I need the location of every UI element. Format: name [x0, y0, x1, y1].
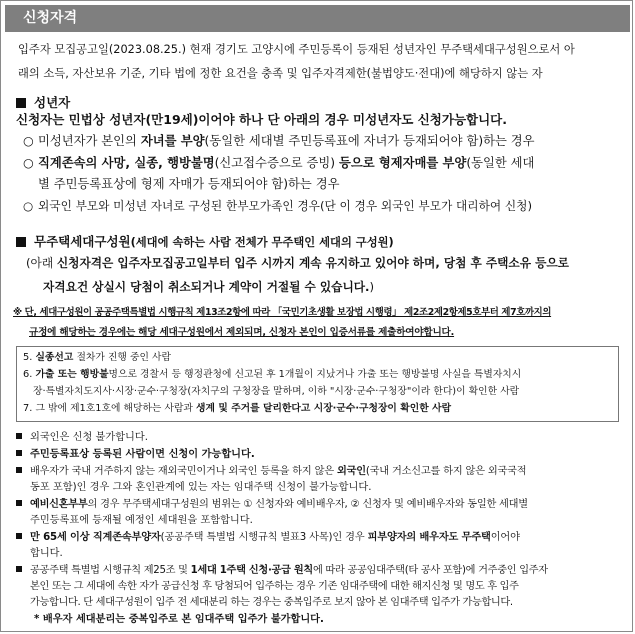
bullet-item-5-cont: 합니다.: [30, 548, 63, 559]
bullet-item-6-cont-1: 본인 또는 그 세대에 속한 자가 공급신청 후 당첨되어 입주하는 경우 기존 임대주택에 대한 해지신청 및 명도 후 입주: [30, 581, 519, 592]
adult-section-title: 성년자: [16, 95, 70, 110]
bullet-item-2: 주민등록표상 등록된 사람이면 신청이 가능합니다.: [16, 447, 255, 462]
reference-box: [16, 346, 619, 422]
bullet-item-4-cont: 주민등록표에 등재될 예정인 세대원을 포함합니다.: [30, 515, 253, 526]
section-header: 신청자격: [5, 5, 630, 32]
intro-line-2: 래의 소득, 자산보유 기준, 기타 법에 정한 요건을 충족 및 입주자격제한(불법양도·전대)에 해당하지 않는 자: [18, 67, 543, 80]
bullet-item-6: 공공주택 특별법 시행규칙 제25조 및 1세대 1주택 신청·공급 원칙에 따라 공공임대주택(타 공사 포함)에 거주중인 입주자: [16, 563, 548, 578]
bullet-item-3-cont: 동포 포함)인 경우 그와 혼인관계에 있는 자는 임대주택 신청이 불가능합니다.: [30, 482, 372, 493]
household-para-line-2: 자격요건 상실시 당첨이 취소되거나 계약이 거절될 수 있습니다.): [43, 280, 375, 294]
bullet-item-1: 외국인은 신청 불가합니다.: [16, 430, 148, 445]
circle-bullet-icon: ○: [23, 134, 34, 148]
bullet-item-5: 만 65세 이상 직계존속부양자(공공주택 특별법 시행규칙 별표3 사목)인 경우 피부양자의 배우자도 무주택이어야: [16, 530, 520, 545]
bullet-item-7: * 배우자 세대분리는 중복입주로 본 임대주택 입주가 불가합니다.: [34, 614, 324, 625]
bullet-item-6-cont-2: 가능합니다. 단 세대구성원이 입주 전 세대분리 하는 경우는 중복입주로 보지 않아 본 임대주택 입주가 가능합니다.: [30, 597, 513, 608]
square-bullet-icon: [16, 237, 26, 247]
adult-main-text: 신청자는 민법상 성년자(만19세)이어야 하나 단 아래의 경우 미성년자도 신청가능합니다.: [16, 112, 508, 127]
household-section-title: 무주택세대구성원(세대에 속하는 사람 전체가 무주택인 세대의 구성원): [16, 234, 394, 250]
box-line-1: 5. 실종선고 절차가 진행 중인 사람: [23, 352, 171, 363]
intro-line-1: 입주자 모집공고일(2023.08.25.) 현재 경기도 고양시에 주민등록이 등재된 성년자인 무주택세대구성원으로서 아: [18, 43, 575, 56]
household-note-line-2: 규정에 해당하는 경우에는 해당 세대구성원에서 제외되며, 신청자 본인이 입증서류를 제출하여야합니다.: [29, 327, 455, 338]
square-bullet-icon: [16, 98, 26, 108]
adult-item-3: ○ 외국인 부모와 미성년 자녀로 구성된 한부모가족인 경우(단 이 경우 외국인 부모가 대리하여 신청): [23, 199, 533, 213]
bullet-item-4: 예비신혼부부의 경우 무주택세대구성원의 범위는 ① 신청자와 예비배우자, ② 신청자 및 예비배우자와 동일한 세대별: [16, 497, 528, 512]
box-line-3: 장·특별자치도지사·시장·군수·구청장(자치구의 구청장을 말하며, 이하 "시장·군수·구청장"이라 한다)이 확인한 사람: [33, 386, 520, 397]
household-note-line-1: ※ 단, 세대구성원이 공공주택특별법 시행규칙 제13조2항에 따라 「국민기초생활 보장법 시행령」 제2조2제2항제5호부터 제7호까지의: [13, 307, 552, 318]
circle-bullet-icon: ○: [23, 199, 34, 213]
bullet-item-3: 배우자가 국내 거주하지 않는 재외국민이거나 외국인 등록을 하지 않은 외국인(국내 거소신고를 하지 않은 외국국적: [16, 464, 526, 479]
box-line-4: 7. 그 밖에 제1호1호에 해당하는 사람과 생계 및 주거를 달리한다고 시장·군수·구청장이 확인한 사람: [23, 403, 452, 414]
household-para-line-1: (아래 신청자격은 입주자모집공고일부터 입주 시까지 계속 유지하고 있어야 하며, 당첨 후 주택소유 등으로: [26, 256, 569, 270]
adult-item-2: ○ 직계존속의 사망, 실종, 행방불명(신고접수증으로 증빙) 등으로 형제자매를 부양(동일한 세대: [23, 156, 535, 170]
adult-item-1: ○ 미성년자가 본인의 자녀를 부양(동일한 세대별 주민등록표에 자녀가 등재되어야 함)하는 경우: [23, 134, 535, 148]
box-line-2: 6. 가출 또는 행방불명으로 경찰서 등 행정관청에 신고된 후 1개월이 지났거나 가출 또는 행방불명 사실을 특별자치시: [23, 369, 522, 380]
circle-bullet-icon: ○: [23, 156, 34, 170]
adult-item-2-cont: 별 주민등록표상에 형제 자매가 등재되어야 함)하는 경우: [38, 177, 340, 191]
